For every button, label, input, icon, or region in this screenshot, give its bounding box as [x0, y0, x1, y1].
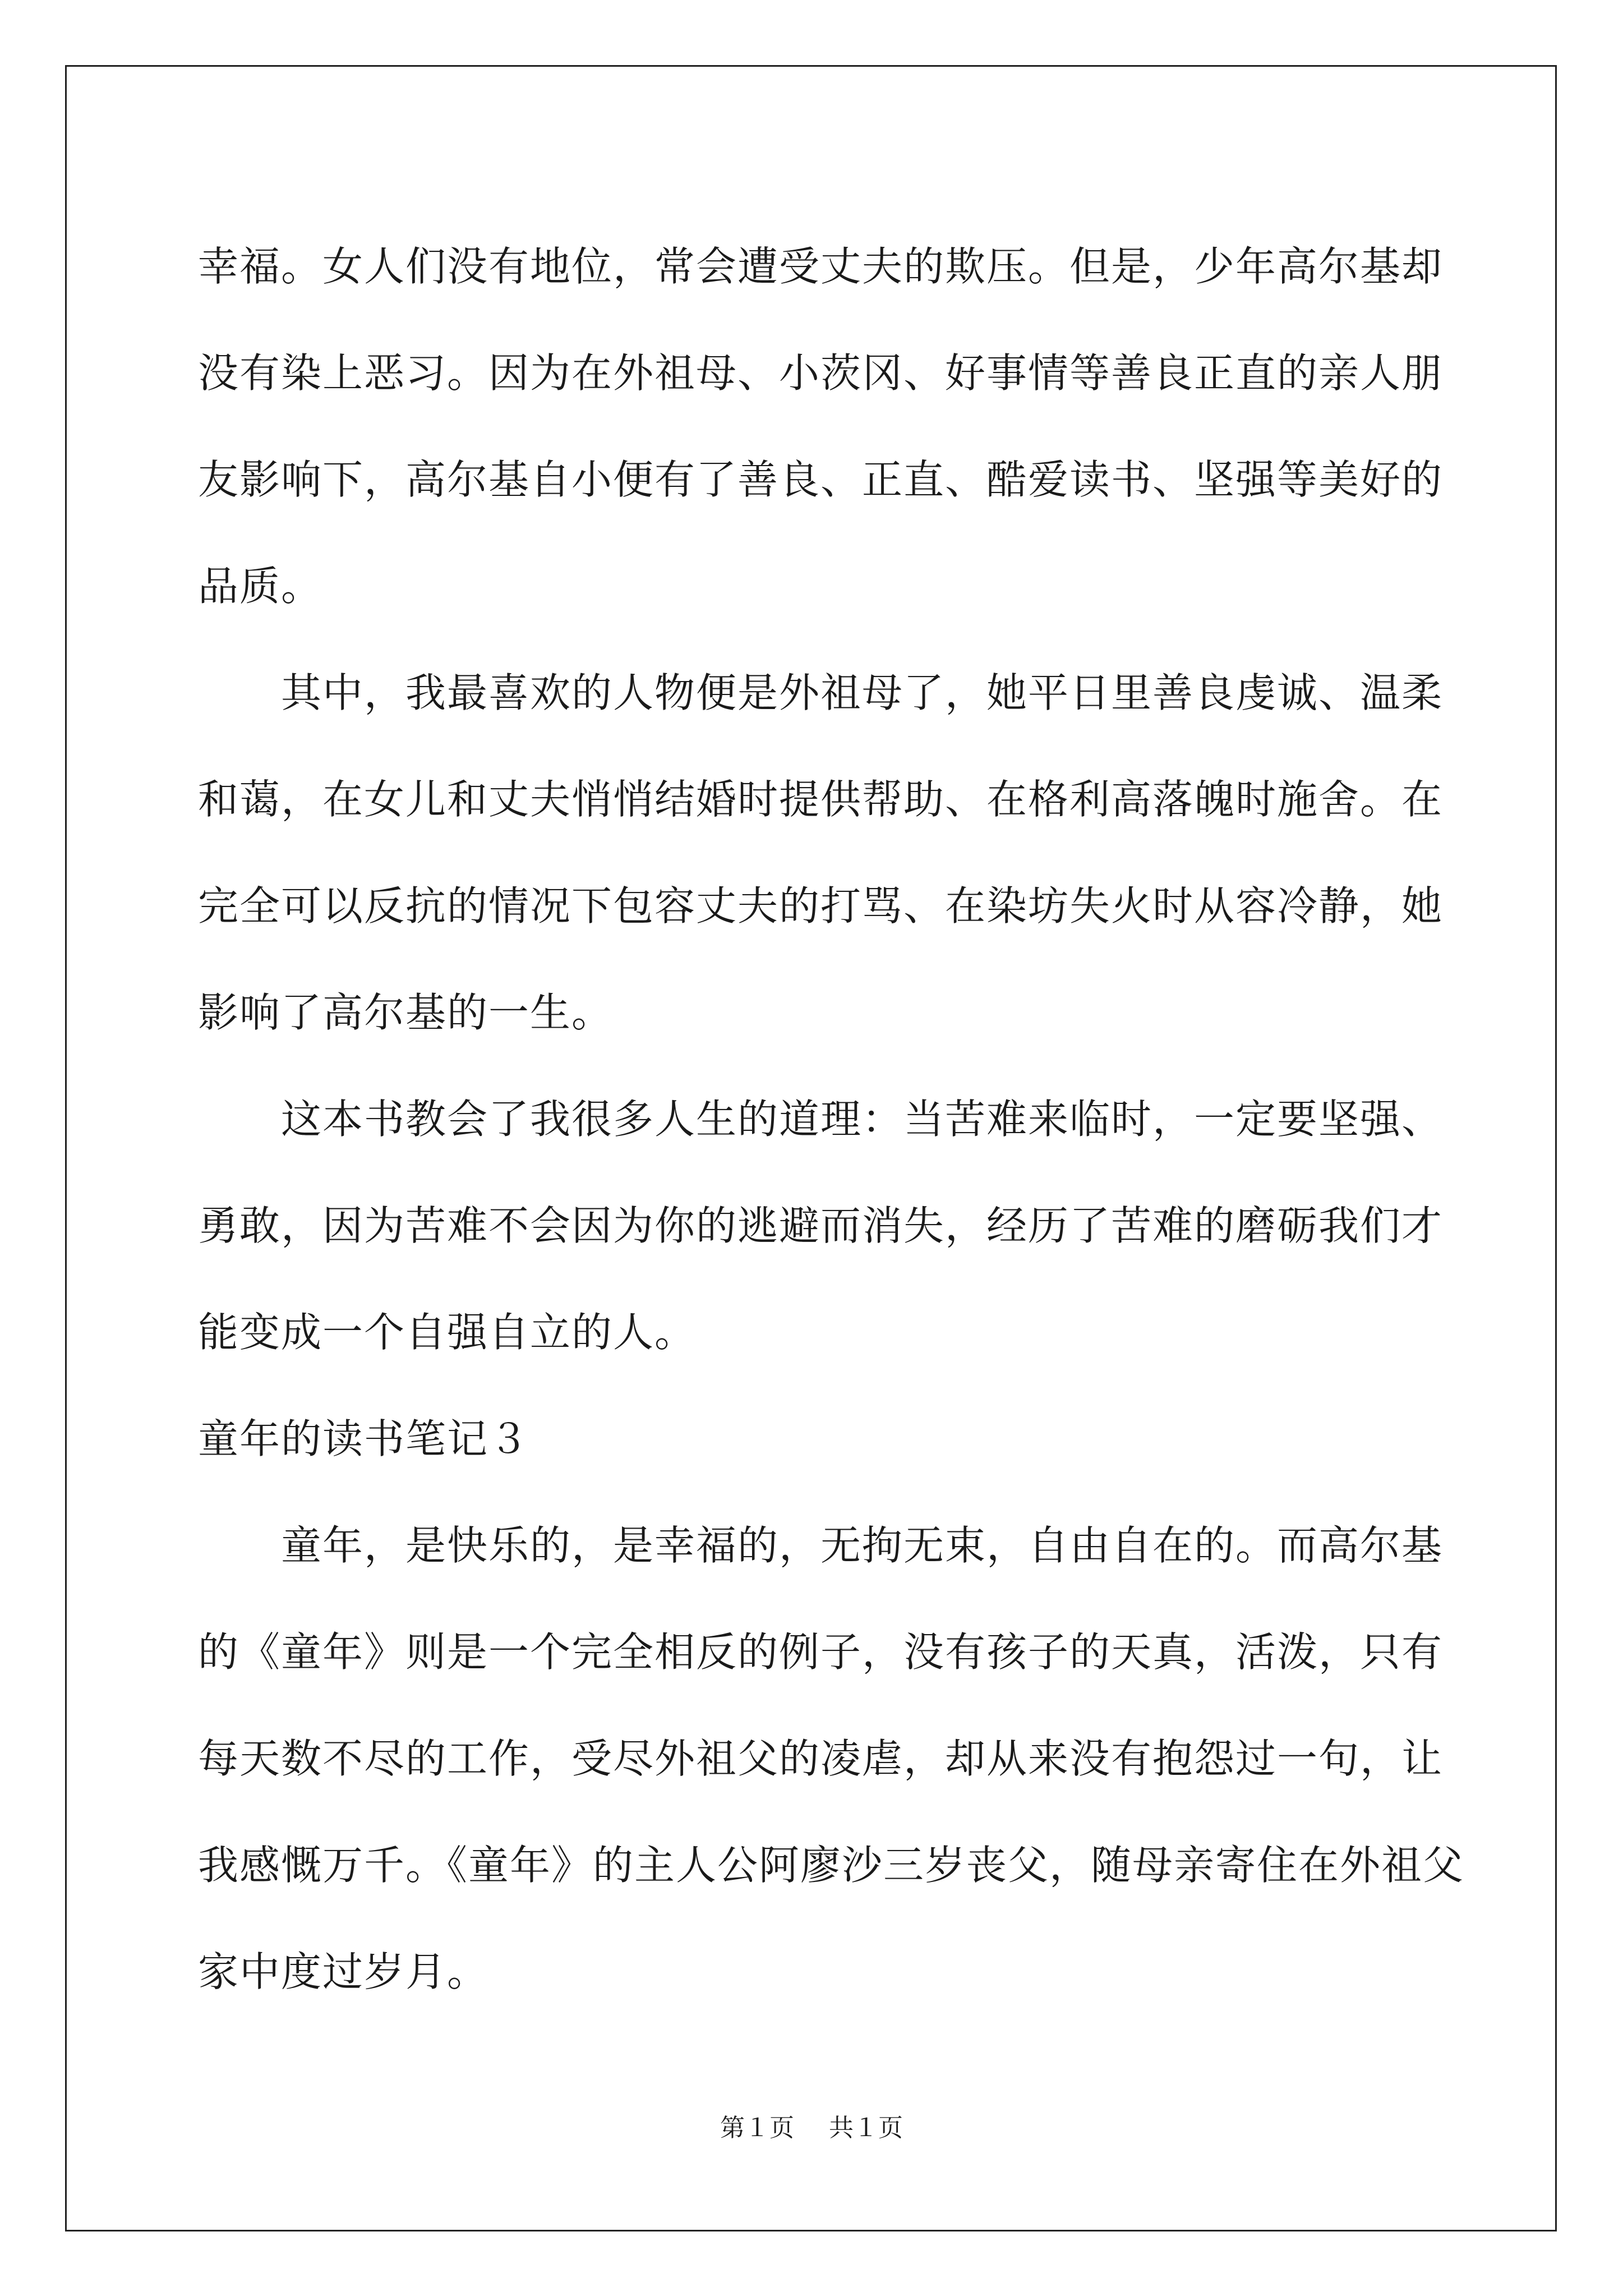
- text-line: 友影响下，高尔基自小便有了善良、正直、酷爱读书、坚强等美好的: [198, 456, 1444, 503]
- text-line: 家中度过岁月。: [198, 1948, 489, 1995]
- section-heading: 童年的读书笔记３: [198, 1415, 531, 1462]
- text-line: 和蔼，在女儿和丈夫悄悄结婚时提供帮助、在格利高落魄时施舍。在: [198, 776, 1444, 823]
- text-line: 能变成一个自强自立的人。: [198, 1309, 697, 1356]
- text-line: 没有染上恶习。因为在外祖母、小茨冈、好事情等善良正直的亲人朋: [198, 349, 1444, 397]
- text-line: 每天数不尽的工作，受尽外祖父的凌虐，却从来没有抱怨过一句，让: [198, 1735, 1444, 1782]
- text-line: 我感慨万千。《童年》的主人公阿廖沙三岁丧父，随母亲寄住在外祖父: [198, 1842, 1465, 1889]
- document-body: [198, 213, 1465, 2025]
- page-number: 第１页: [720, 2114, 794, 2142]
- text-line: 这本书教会了我很多人生的道理：当苦难来临时，一定要坚强、: [198, 1096, 1444, 1143]
- text-line: 完全可以反抗的情况下包容丈夫的打骂、在染坊失火时从容冷静，她: [198, 882, 1444, 930]
- text-line: 勇敢，因为苦难不会因为你的逃避而消失，经历了苦难的磨砺我们才: [198, 1202, 1444, 1249]
- text-line: 影响了高尔基的一生。: [198, 989, 614, 1036]
- paragraph-4: [198, 1492, 1465, 2025]
- text-line: 其中，我最喜欢的人物便是外祖母了，她平日里善良虔诚、温柔: [198, 669, 1444, 716]
- page-footer: [0, 2108, 1623, 2143]
- text-line: 的《童年》则是一个完全相反的例子，没有孩子的天真，活泼，只有: [198, 1628, 1444, 1676]
- text-line: 幸福。女人们没有地位，常会遭受丈夫的欺压。但是，少年高尔基却: [198, 243, 1444, 290]
- paragraph-3: [198, 1066, 1444, 1386]
- page-total: 共１页: [829, 2114, 903, 2142]
- text-line: 童年，是快乐的，是幸福的，无拘无束，自由自在的。而高尔基: [198, 1522, 1444, 1569]
- paragraph-1: [198, 213, 1444, 639]
- paragraph-2: [198, 639, 1444, 1066]
- text-line: 品质。: [198, 563, 323, 610]
